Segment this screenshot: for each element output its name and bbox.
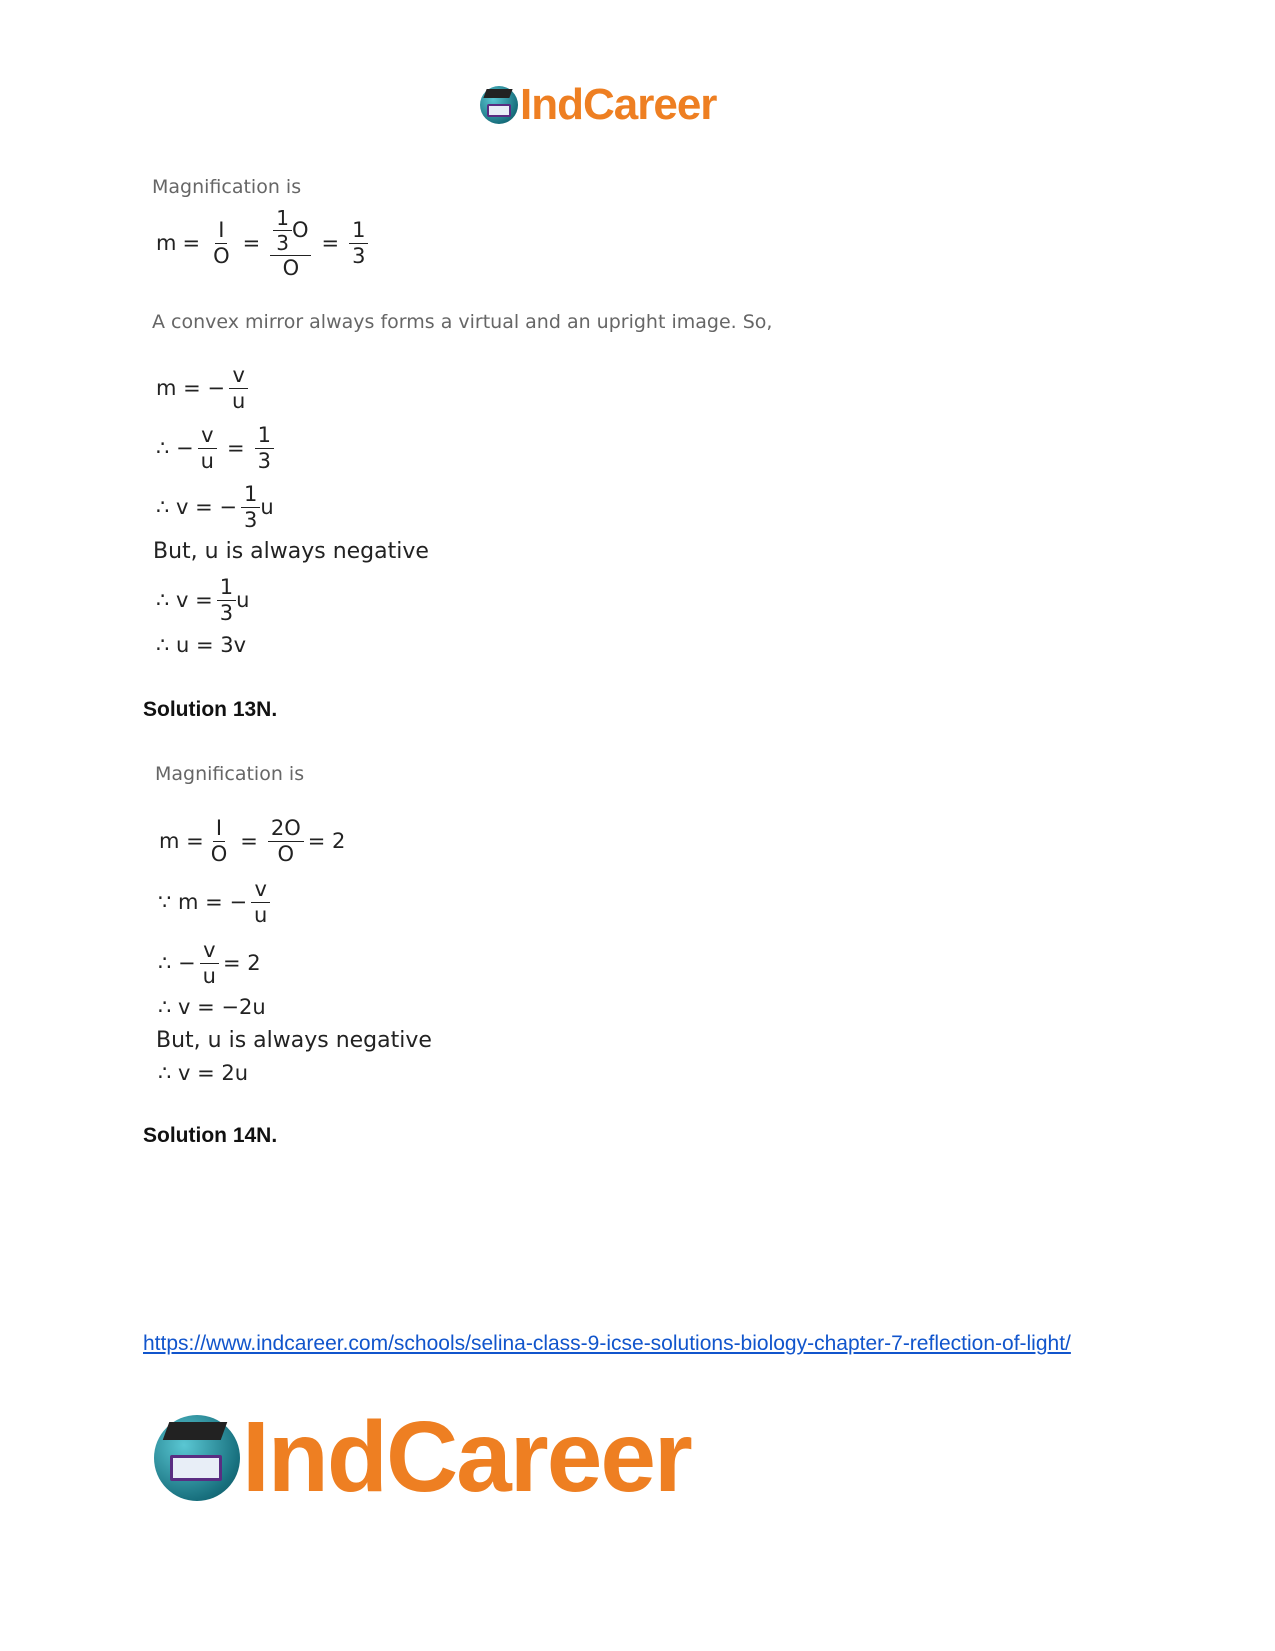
eq-operator: = xyxy=(182,231,201,255)
magnification-caption-2: Magnification is xyxy=(155,763,305,785)
solution-14n-heading: Solution 14N. xyxy=(143,1124,278,1147)
equation-m-v-u: m = − $\frac{v}{u}$ xyxy=(156,362,252,414)
eq-symbol: m xyxy=(156,231,177,255)
equation-u-3v: ∴ u = 3v xyxy=(156,633,247,657)
graduation-cap-icon xyxy=(154,1415,240,1501)
magnification-caption: Magnification is xyxy=(152,176,302,198)
equation-magnification-2: m = $\frac{I}{O}$ = $\frac{2O}{O}$ = 2 xyxy=(159,815,346,866)
header-logo xyxy=(480,80,716,130)
equation-v-2u: ∴ v = 2u xyxy=(158,1061,249,1085)
equation-v-pos: ∴ v = $\frac{1}{3}$ u xyxy=(156,574,250,625)
note-negative: But, u is always negative xyxy=(153,539,429,564)
fraction: $\frac{1}{3}$ O O xyxy=(270,208,311,279)
logo-text: IndCareer xyxy=(520,80,717,129)
fraction: $\frac{1}{3}$ xyxy=(349,220,368,267)
note-negative-2: But, u is always negative xyxy=(156,1028,432,1053)
equation-v-neg-2u: ∴ v = −2u xyxy=(158,995,266,1019)
source-link[interactable]: https://www.indcareer.com/schools/selina-class-9-icse-solutions-biology-chapter-7-reflection-of-light/ xyxy=(143,1332,1071,1355)
equation-ratio: ∴ − $\frac{v}{u}$ = $\frac{1}{3}$ xyxy=(156,422,278,474)
equation-magnification: m = $\frac{I}{O}$ = $\frac{1}{3}$ O O = $\frac{1}{3}$ xyxy=(156,203,372,283)
equation-v-neg: ∴ v = − $\frac{1}{3}$ u xyxy=(156,481,274,532)
equation-because-m: ∵ m = − $\frac{v}{u}$ xyxy=(158,876,274,928)
footer-logo xyxy=(154,1400,691,1515)
logo-text: IndCareer xyxy=(242,1401,691,1513)
graduation-cap-icon xyxy=(480,86,518,124)
fraction: $\frac{I}{O}$ xyxy=(213,217,230,268)
solution-13n-heading: Solution 13N. xyxy=(143,698,278,721)
convex-mirror-statement: A convex mirror always forms a virtual and an upright image. So, xyxy=(152,311,773,333)
equation-ratio-2: ∴ − $\frac{v}{u}$ = 2 xyxy=(158,937,261,988)
